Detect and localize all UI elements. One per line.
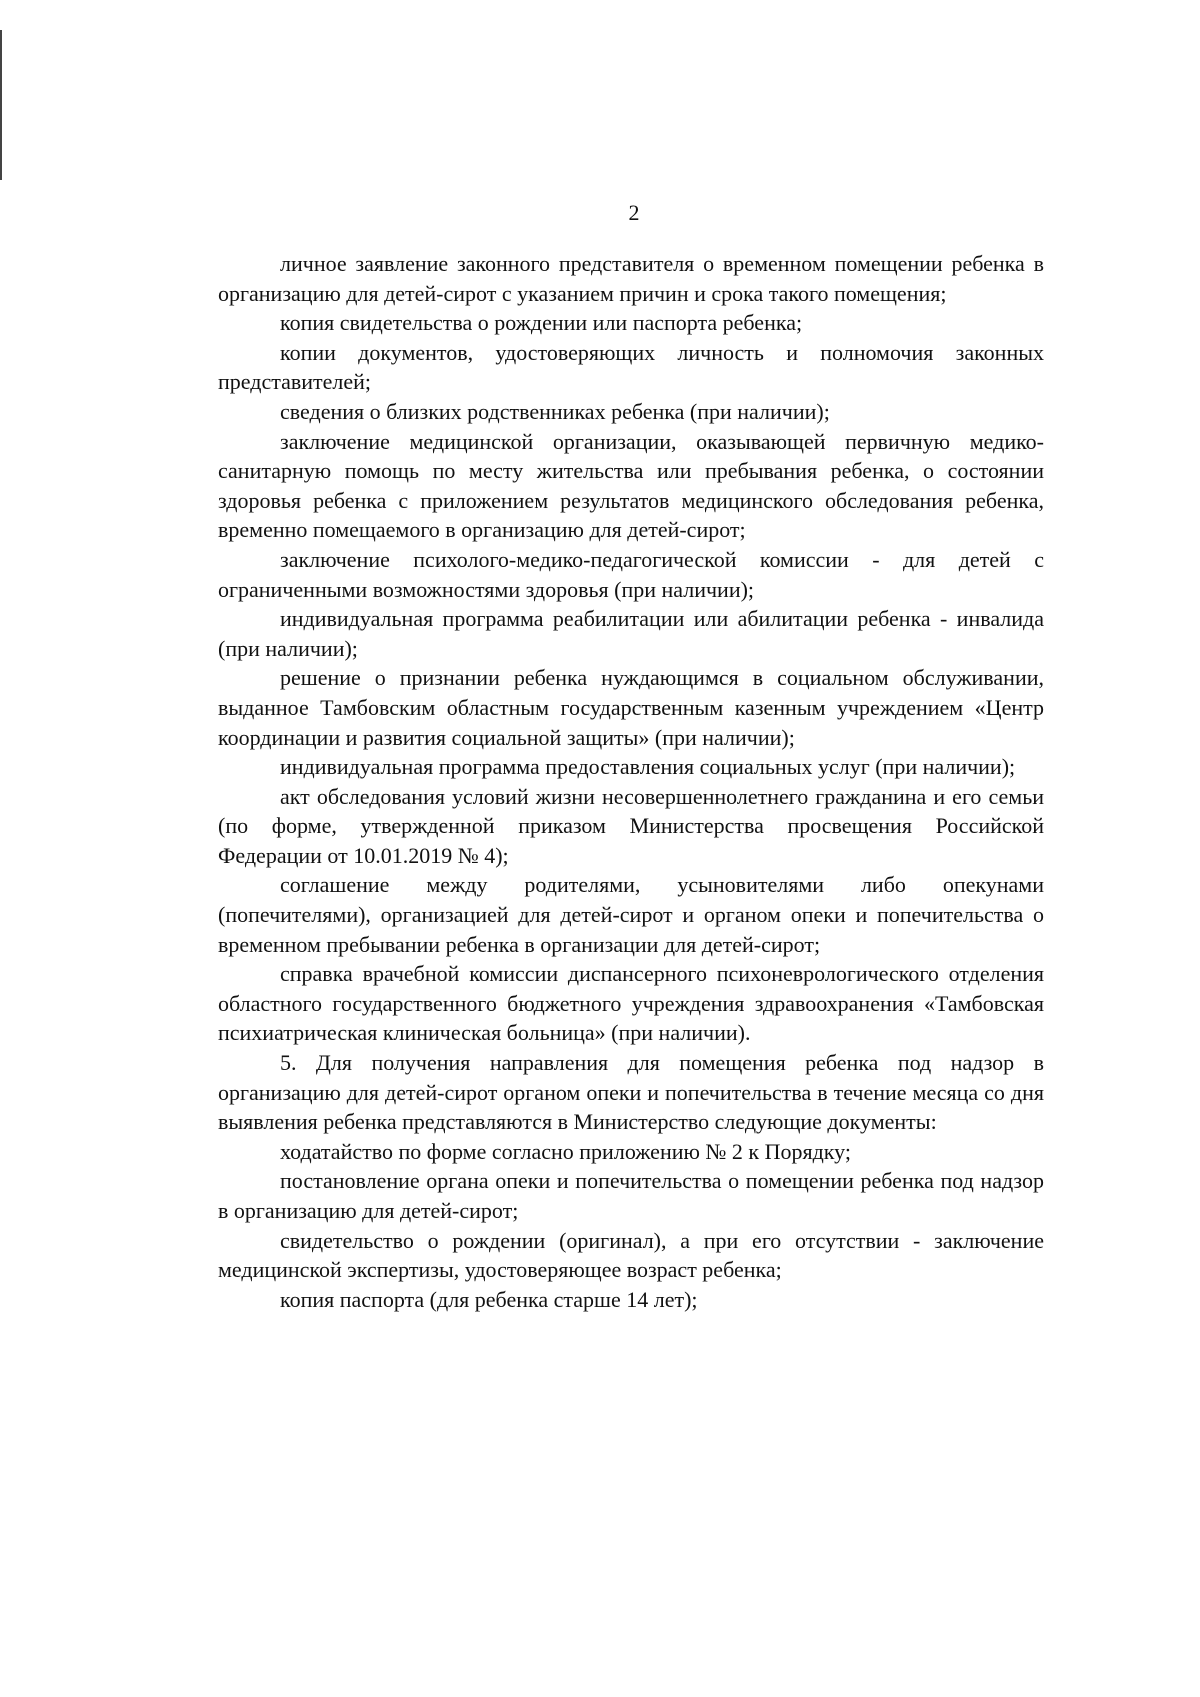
numbered-paragraph: 5. Для получения направления для помещения ребенка под надзор в организацию для детей-сирот органом опеки и попечительства в течение месяца со дня выявления ребенка представляются в Министерство следующие документы: <box>218 1050 1044 1135</box>
paragraph: решение о признании ребенка нуждающимся в социальном обслуживании, выданное Тамбовским областным государственным казенным учреждением «Центр координации и развития социальной защиты» (при наличии); <box>218 665 1044 750</box>
paragraph: акт обследования условий жизни несовершеннолетнего гражданина и его семьи (по форме, утвержденной приказом Министерства просвещения Российской Федерации от 10.01.2019 № 4); <box>218 783 1044 868</box>
scan-edge-line <box>0 30 2 180</box>
paragraph: индивидуальная программа предоставления социальных услуг (при наличии); <box>280 754 1016 780</box>
paragraph: копия паспорта (для ребенка старше 14 лет); <box>280 1286 698 1312</box>
paragraph: постановление органа опеки и попечительства о помещении ребенка под надзор в организацию для детей-сирот; <box>218 1168 1044 1223</box>
page-number: 2 <box>628 200 640 225</box>
paragraph: личное заявление законного представителя о временном помещении ребенка в организацию для детей-сирот с указанием причин и срока такого помещения; <box>218 251 1044 306</box>
paragraph: копия свидетельства о рождении или паспорта ребенка; <box>280 310 803 336</box>
paragraph: сведения о близких родственниках ребенка (при наличии); <box>280 398 830 424</box>
paragraph: соглашение между родителями, усыновителями либо опекунами (попечителями), организацией для детей-сирот и органом опеки и попечительства о временном пребывании ребенка в организации для детей-сирот; <box>218 872 1044 957</box>
paragraph: свидетельство о рождении (оригинал), а при его отсутствии - заключение медицинской экспертизы, удостоверяющее возраст ребенка; <box>218 1227 1044 1283</box>
paragraph: копии документов, удостоверяющих личность и полномочия законных представителей; <box>218 339 1044 395</box>
paragraph: заключение психолого-медико-педагогической комиссии - для детей с ограниченными возможностями здоровья (при наличии); <box>218 546 1044 602</box>
paragraph: заключение медицинской организации, оказывающей первичную медико-санитарную помощь по месту жительства или пребывания ребенка, о состоянии здоровья ребенка с приложением результатов медицинского обследования ребенка, временно помещаемого в организацию для детей-сирот; <box>218 428 1044 543</box>
paragraph: ходатайство по форме согласно приложению № 2 к Порядку; <box>280 1138 852 1164</box>
paragraph: индивидуальная программа реабилитации или абилитации ребенка - инвалида (при наличии); <box>218 606 1044 661</box>
document-body <box>218 249 1044 1314</box>
paragraph: справка врачебной комиссии диспансерного психоневрологического отделения областного государственного бюджетного учреждения здравоохранения «Тамбовская психиатрическая клиническая больница» (при наличии). <box>218 961 1044 1046</box>
